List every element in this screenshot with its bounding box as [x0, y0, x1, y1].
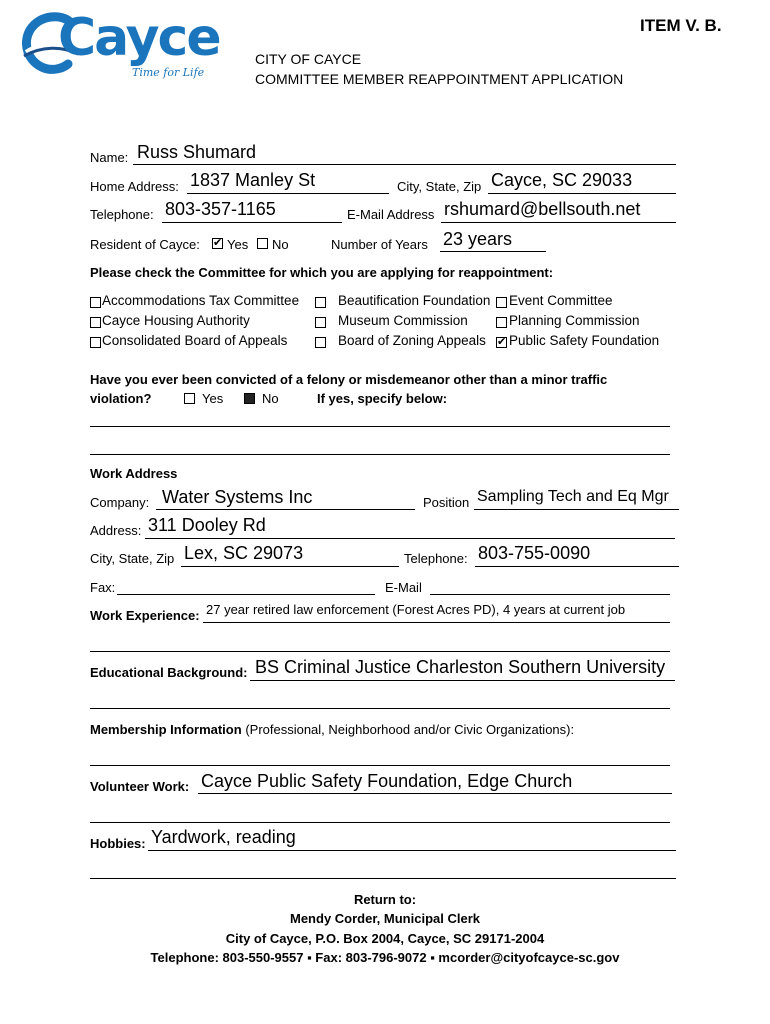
resident-yes-checkbox[interactable] [212, 238, 223, 249]
work-address-label: Address: [90, 523, 142, 538]
volunteer-line-2 [90, 822, 670, 823]
work-city-line [181, 566, 399, 567]
email-label: E-Mail Address [347, 207, 435, 222]
committee-checkbox-zoning[interactable] [315, 337, 326, 348]
company-label: Company: [90, 495, 150, 510]
conviction-specify-line-2 [90, 454, 670, 455]
membership-note: (Professional, Neighborhood and/or Civic Organizations): [245, 722, 575, 737]
years-field[interactable]: 23 years [443, 229, 513, 249]
hobbies-label: Hobbies: [90, 836, 146, 851]
city-title: CITY OF CAYCE [255, 51, 362, 67]
committee-label-appeals: Consolidated Board of Appeals [102, 333, 288, 348]
membership-label-row [90, 722, 574, 737]
home-address-label: Home Address: [90, 179, 179, 194]
return-to-line-1: Mendy Corder, Municipal Clerk [290, 911, 480, 926]
committee-label-beautification: Beautification Foundation [338, 293, 491, 308]
work-email-label: E-Mail [385, 580, 422, 595]
education-field[interactable]: BS Criminal Justice Charleston Southern University [255, 657, 666, 677]
conviction-specify-line-1 [90, 426, 670, 427]
work-email-line [430, 594, 670, 595]
work-experience-line [203, 622, 670, 623]
committee-label-housing: Cayce Housing Authority [102, 313, 250, 328]
committee-label-accommodations: Accommodations Tax Committee [102, 293, 300, 308]
city-state-zip-label: City, State, Zip [397, 179, 482, 194]
position-label: Position [423, 495, 470, 510]
logo-text: Cayce [58, 8, 220, 68]
work-city-field[interactable]: Lex, SC 29073 [184, 543, 304, 563]
work-address-field[interactable]: 311 Dooley Rd [148, 515, 266, 535]
hobbies-line [148, 850, 676, 851]
resident-no-checkbox[interactable] [257, 238, 268, 249]
membership-label: Membership Information [90, 722, 242, 737]
name-label: Name: [90, 150, 129, 165]
telephone-line [162, 222, 342, 223]
committee-label-zoning: Board of Zoning Appeals [338, 333, 486, 348]
email-line [441, 222, 676, 223]
conviction-specify-label: If yes, specify below: [317, 391, 448, 406]
education-line [250, 680, 675, 681]
years-label: Number of Years [331, 237, 428, 252]
volunteer-field[interactable]: Cayce Public Safety Foundation, Edge Church [201, 771, 573, 791]
work-address-line [145, 538, 675, 539]
work-experience-label: Work Experience: [90, 608, 200, 623]
volunteer-line [198, 793, 672, 794]
committee-checkbox-museum[interactable] [315, 317, 326, 328]
hobbies-line-2 [90, 878, 676, 879]
work-telephone-label: Telephone: [404, 551, 468, 566]
committee-checkbox-appeals[interactable] [90, 337, 101, 348]
fax-line [117, 594, 375, 595]
committee-label-planning: Planning Commission [509, 313, 640, 328]
work-telephone-field[interactable]: 803-755-0090 [478, 543, 591, 563]
home-address-field[interactable]: 1837 Manley St [190, 170, 316, 190]
education-line-2 [90, 708, 670, 709]
company-field[interactable]: Water Systems Inc [162, 487, 313, 507]
work-experience-field[interactable]: 27 year retired law enforcement (Forest Acres PD), 4 years at current job [206, 602, 626, 617]
committee-label-event: Event Committee [509, 293, 613, 308]
years-line [440, 251, 546, 252]
resident-no-label: No [272, 237, 289, 252]
volunteer-label: Volunteer Work: [90, 779, 190, 794]
item-label: ITEM V. B. [640, 16, 722, 35]
resident-label: Resident of Cayce: [90, 237, 200, 252]
conviction-no-label: No [262, 391, 279, 406]
committee-label-public-safety: Public Safety Foundation [509, 333, 660, 348]
return-to-line-3: Telephone: 803-550-9557 ▪ Fax: 803-796-9072 ▪ mcorder@cityofcayce-sc.gov [150, 950, 620, 965]
position-line [474, 509, 679, 510]
committee-checkbox-public-safety[interactable] [496, 337, 507, 348]
email-field[interactable]: rshumard@bellsouth.net [444, 199, 641, 219]
conviction-question-line2: violation? [90, 391, 152, 406]
company-line [156, 509, 415, 510]
city-state-zip-field[interactable]: Cayce, SC 29033 [491, 170, 633, 190]
work-experience-line-2 [90, 651, 670, 652]
page-title: COMMITTEE MEMBER REAPPOINTMENT APPLICATION [255, 71, 624, 87]
conviction-question: Have you ever been convicted of a felony or misdemeanor other than a minor traffic [90, 372, 608, 387]
telephone-field[interactable]: 803-357-1165 [165, 199, 276, 219]
return-to-heading: Return to: [353, 892, 417, 907]
logo-tagline: Time for Life [132, 66, 205, 79]
home-address-line [187, 193, 389, 194]
education-label: Educational Background: [90, 665, 248, 680]
committee-label-museum: Museum Commission [338, 313, 468, 328]
committee-checkbox-accommodations[interactable] [90, 297, 101, 308]
city-state-zip-line [488, 193, 676, 194]
conviction-no-checkbox[interactable] [244, 393, 255, 404]
resident-yes-label: Yes [227, 237, 249, 252]
return-to-line-2: City of Cayce, P.O. Box 2004, Cayce, SC 29171-2004 [225, 931, 545, 946]
telephone-label: Telephone: [90, 207, 154, 222]
work-city-label: City, State, Zip [90, 551, 175, 566]
membership-line [90, 765, 670, 766]
work-telephone-line [475, 566, 679, 567]
conviction-yes-checkbox[interactable] [184, 393, 195, 404]
committee-checkbox-beautification[interactable] [315, 297, 326, 308]
name-field[interactable]: Russ Shumard [137, 142, 257, 162]
committee-prompt: Please check the Committee for which you are applying for reappointment: [90, 265, 554, 280]
hobbies-field[interactable]: Yardwork, reading [151, 827, 296, 847]
fax-label: Fax: [90, 580, 116, 595]
conviction-yes-label: Yes [202, 391, 224, 406]
name-line [133, 164, 676, 165]
committee-checkbox-planning[interactable] [496, 317, 507, 328]
cayce-logo [22, 8, 220, 82]
committee-checkbox-event[interactable] [496, 297, 507, 308]
work-heading: Work Address [90, 466, 178, 481]
position-field[interactable]: Sampling Tech and Eq Mgr [477, 488, 669, 505]
committee-checkbox-housing[interactable] [90, 317, 101, 328]
